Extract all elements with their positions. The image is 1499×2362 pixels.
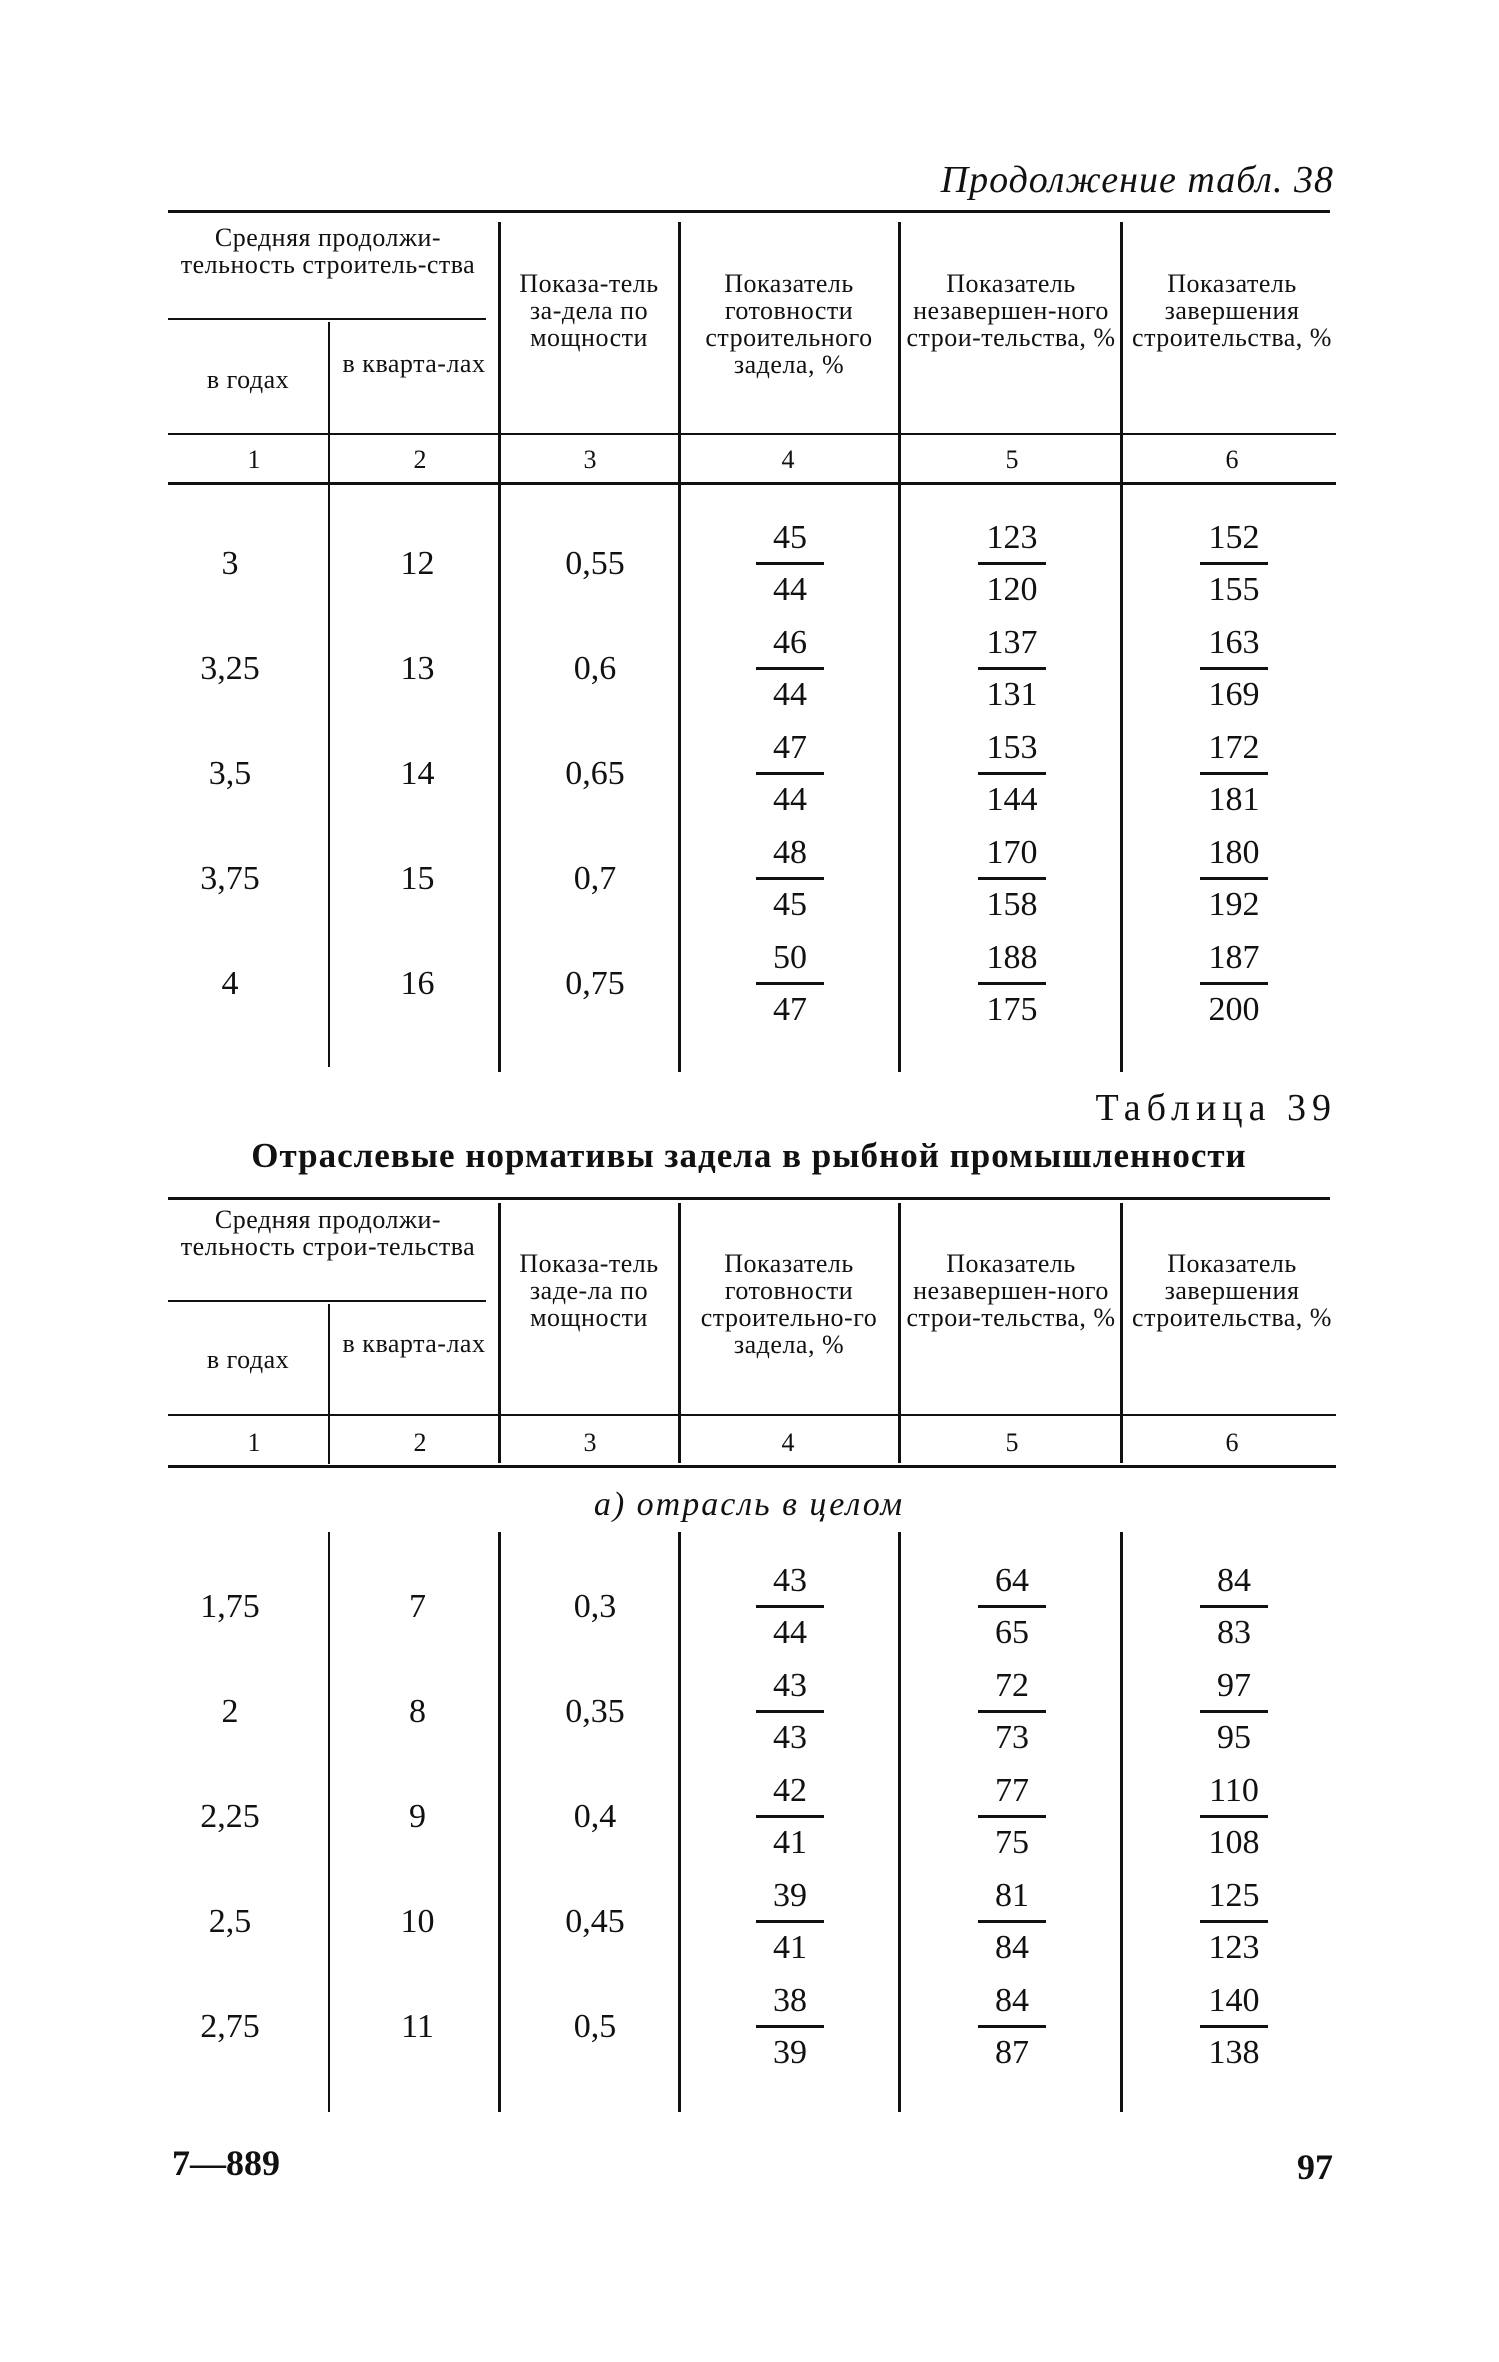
- cell-years: 3,5: [208, 755, 252, 792]
- cell-unfinished: [962, 619, 1062, 718]
- header-unfinished: Показатель незавершен-ного строи-тельства, %: [906, 1249, 1116, 1332]
- fraction-denominator: 95: [1217, 1719, 1251, 1756]
- cell-capacity: 0,45: [565, 1903, 625, 1940]
- fraction-denominator: 200: [1208, 991, 1260, 1028]
- fraction-numerator: 163: [1208, 624, 1260, 661]
- table-top-rule: [168, 210, 1330, 213]
- cell-years: 4: [221, 965, 239, 1002]
- cell-quarters: 16: [400, 965, 435, 1002]
- cell-capacity: 0,65: [565, 755, 625, 792]
- fraction-numerator: 84: [1217, 1562, 1251, 1599]
- fraction-numerator: 72: [995, 1667, 1029, 1704]
- cell-unfinished: [962, 934, 1062, 1033]
- cell-years: 3: [221, 545, 239, 582]
- header-capacity: Показа-тель заде-ла по мощности: [519, 1249, 659, 1332]
- table-39-label: Таблица 39: [1095, 1087, 1337, 1129]
- col-number: 3: [583, 1428, 597, 1457]
- fraction-denominator: 192: [1208, 886, 1260, 923]
- cell-unfinished: [962, 1872, 1062, 1971]
- fraction-numerator: 125: [1208, 1877, 1260, 1914]
- cell-unfinished: [962, 1557, 1062, 1656]
- fraction-numerator: 152: [1208, 519, 1260, 556]
- col-divider: [1120, 1532, 1123, 2112]
- col-divider: [498, 1532, 501, 2112]
- fraction-numerator: 187: [1208, 939, 1260, 976]
- fraction-denominator: 155: [1208, 571, 1260, 608]
- cell-unfinished: [962, 1977, 1062, 2076]
- cell-readiness: [740, 1767, 840, 1866]
- col-divider: [498, 222, 501, 1072]
- page-number: 97: [1297, 2147, 1333, 2187]
- header-bottom-rule: [168, 433, 1336, 435]
- header-readiness: Показатель готовности строительно-го задела, %: [700, 1249, 878, 1359]
- cell-quarters: 10: [400, 1903, 435, 1940]
- fraction-denominator: 44: [773, 571, 807, 608]
- col-divider: [328, 322, 330, 1067]
- fraction-denominator: 158: [986, 886, 1038, 923]
- cell-readiness: [740, 1557, 840, 1656]
- col-divider: [678, 222, 681, 1072]
- cell-completion: [1184, 829, 1284, 928]
- col-divider: [1120, 222, 1123, 1072]
- table-39-title: Отраслевые нормативы задела в рыбной промышленности: [251, 1136, 1247, 1175]
- colnum-bottom-rule: [168, 482, 1336, 485]
- fraction-denominator: 181: [1208, 781, 1260, 818]
- fraction-denominator: 39: [773, 2034, 807, 2071]
- col-number: 2: [413, 445, 427, 474]
- cell-years: 3,25: [200, 650, 260, 687]
- cell-completion: [1184, 1767, 1284, 1866]
- cell-quarters: 7: [409, 1588, 426, 1625]
- col-number: 5: [1005, 445, 1019, 474]
- header-completion: Показатель завершения строительства, %: [1132, 269, 1332, 352]
- fraction-numerator: 140: [1208, 1982, 1260, 2019]
- printer-signature: 7—889: [172, 2143, 280, 2183]
- cell-readiness: [740, 934, 840, 1033]
- col-number: 1: [247, 445, 261, 474]
- fraction-numerator: 43: [773, 1562, 807, 1599]
- cell-years: 2,25: [200, 1798, 260, 1835]
- cell-capacity: 0,7: [573, 860, 617, 897]
- cell-quarters: 11: [401, 2008, 434, 2045]
- header-duration-group: Средняя продолжи-тельность строитель-ства: [180, 223, 476, 279]
- col-divider: [678, 1203, 681, 1463]
- cell-years: 3,75: [200, 860, 260, 897]
- col-number: 3: [583, 445, 597, 474]
- cell-unfinished: [962, 1767, 1062, 1866]
- fraction-denominator: 44: [773, 781, 807, 818]
- col-number: 2: [413, 1428, 427, 1457]
- group-header-rule: [168, 1300, 486, 1302]
- col-divider: [1120, 1203, 1123, 1463]
- fraction-denominator: 84: [995, 1929, 1029, 1966]
- fraction-numerator: 137: [986, 624, 1038, 661]
- col-number: 6: [1225, 445, 1239, 474]
- cell-completion: [1184, 1872, 1284, 1971]
- col-divider: [498, 1203, 501, 1463]
- col-divider: [898, 1203, 901, 1463]
- fraction-numerator: 153: [986, 729, 1038, 766]
- col-number: 4: [781, 1428, 795, 1457]
- fraction-numerator: 48: [773, 834, 807, 871]
- header-years: в годах: [206, 1345, 290, 1374]
- col-number: 1: [247, 1428, 261, 1457]
- fraction-denominator: 169: [1208, 676, 1260, 713]
- fraction-numerator: 77: [995, 1772, 1029, 1809]
- fraction-denominator: 120: [986, 571, 1038, 608]
- fraction-denominator: 175: [986, 991, 1038, 1028]
- fraction-denominator: 108: [1208, 1824, 1260, 1861]
- cell-quarters: 15: [400, 860, 435, 897]
- fraction-denominator: 123: [1208, 1929, 1260, 1966]
- col-divider: [328, 1532, 330, 2112]
- cell-quarters: 14: [400, 755, 435, 792]
- fraction-denominator: 47: [773, 991, 807, 1028]
- fraction-numerator: 46: [773, 624, 807, 661]
- fraction-denominator: 83: [1217, 1614, 1251, 1651]
- col-number: 4: [781, 445, 795, 474]
- fraction-denominator: 87: [995, 2034, 1029, 2071]
- group-header-rule: [168, 318, 486, 320]
- cell-readiness: [740, 724, 840, 823]
- cell-unfinished: [962, 1662, 1062, 1761]
- fraction-numerator: 110: [1209, 1772, 1259, 1809]
- cell-unfinished: [962, 829, 1062, 928]
- cell-years: 2: [221, 1693, 239, 1730]
- fraction-numerator: 42: [773, 1772, 807, 1809]
- col-number: 5: [1005, 1428, 1019, 1457]
- cell-capacity: 0,6: [573, 650, 617, 687]
- header-quarters: в кварта-лах: [342, 1329, 486, 1358]
- table-top-rule: [168, 1197, 1330, 1200]
- fraction-numerator: 64: [995, 1562, 1029, 1599]
- cell-completion: [1184, 1662, 1284, 1761]
- cell-capacity: 0,35: [565, 1693, 625, 1730]
- cell-completion: [1184, 1557, 1284, 1656]
- fraction-denominator: 131: [986, 676, 1038, 713]
- fraction-numerator: 43: [773, 1667, 807, 1704]
- col-divider: [898, 222, 901, 1072]
- fraction-numerator: 123: [986, 519, 1038, 556]
- fraction-numerator: 172: [1208, 729, 1260, 766]
- header-duration-group: Средняя продолжи-тельность строи-тельства: [180, 1205, 476, 1261]
- cell-years: 2,75: [200, 2008, 260, 2045]
- cell-completion: [1184, 514, 1284, 613]
- fraction-numerator: 81: [995, 1877, 1029, 1914]
- fraction-denominator: 75: [995, 1824, 1029, 1861]
- fraction-numerator: 84: [995, 1982, 1029, 2019]
- fraction-denominator: 138: [1208, 2034, 1260, 2071]
- header-years: в годах: [206, 365, 290, 394]
- col-number: 6: [1225, 1428, 1239, 1457]
- fraction-numerator: 47: [773, 729, 807, 766]
- cell-capacity: 0,3: [573, 1588, 617, 1625]
- cell-readiness: [740, 1662, 840, 1761]
- fraction-numerator: 45: [773, 519, 807, 556]
- fraction-numerator: 188: [986, 939, 1038, 976]
- cell-quarters: 8: [409, 1693, 426, 1730]
- header-quarters: в кварта-лах: [342, 349, 486, 378]
- fraction-denominator: 44: [773, 1614, 807, 1651]
- cell-years: 1,75: [200, 1588, 260, 1625]
- header-completion: Показатель завершения строительства, %: [1132, 1249, 1332, 1332]
- cell-capacity: 0,4: [573, 1798, 617, 1835]
- cell-quarters: 12: [400, 545, 435, 582]
- cell-completion: [1184, 619, 1284, 718]
- cell-readiness: [740, 619, 840, 718]
- header-bottom-rule: [168, 1414, 1336, 1416]
- header-readiness: Показатель готовности строительного задела, %: [705, 269, 873, 379]
- cell-readiness: [740, 514, 840, 613]
- fraction-numerator: 97: [1217, 1667, 1251, 1704]
- header-unfinished: Показатель незавершен-ного строи-тельства, %: [906, 269, 1116, 352]
- fraction-denominator: 73: [995, 1719, 1029, 1756]
- fraction-denominator: 43: [773, 1719, 807, 1756]
- cell-completion: [1184, 1977, 1284, 2076]
- cell-readiness: [740, 1872, 840, 1971]
- cell-completion: [1184, 934, 1284, 1033]
- fraction-numerator: 39: [773, 1877, 807, 1914]
- fraction-denominator: 41: [773, 1929, 807, 1966]
- cell-capacity: 0,5: [573, 2008, 617, 2045]
- fraction-numerator: 50: [773, 939, 807, 976]
- col-divider: [898, 1532, 901, 2112]
- fraction-numerator: 38: [773, 1982, 807, 2019]
- fraction-denominator: 65: [995, 1614, 1029, 1651]
- cell-unfinished: [962, 514, 1062, 613]
- col-divider: [678, 1532, 681, 2112]
- continuation-caption: Продолжение табл. 38: [940, 159, 1334, 201]
- fraction-denominator: 45: [773, 886, 807, 923]
- cell-readiness: [740, 1977, 840, 2076]
- header-capacity: Показа-тель за-дела по мощности: [519, 269, 659, 352]
- fraction-numerator: 170: [986, 834, 1038, 871]
- cell-years: 2,5: [208, 1903, 252, 1940]
- fraction-denominator: 44: [773, 676, 807, 713]
- colnum-bottom-rule: [168, 1465, 1336, 1468]
- cell-unfinished: [962, 724, 1062, 823]
- col-divider: [328, 1304, 330, 1464]
- cell-quarters: 9: [409, 1798, 426, 1835]
- cell-capacity: 0,75: [565, 965, 625, 1002]
- cell-readiness: [740, 829, 840, 928]
- cell-completion: [1184, 724, 1284, 823]
- cell-quarters: 13: [400, 650, 435, 687]
- fraction-denominator: 144: [986, 781, 1038, 818]
- cell-capacity: 0,55: [565, 545, 625, 582]
- section-heading: а) отрасль в целом: [593, 1486, 905, 1523]
- fraction-denominator: 41: [773, 1824, 807, 1861]
- fraction-numerator: 180: [1208, 834, 1260, 871]
